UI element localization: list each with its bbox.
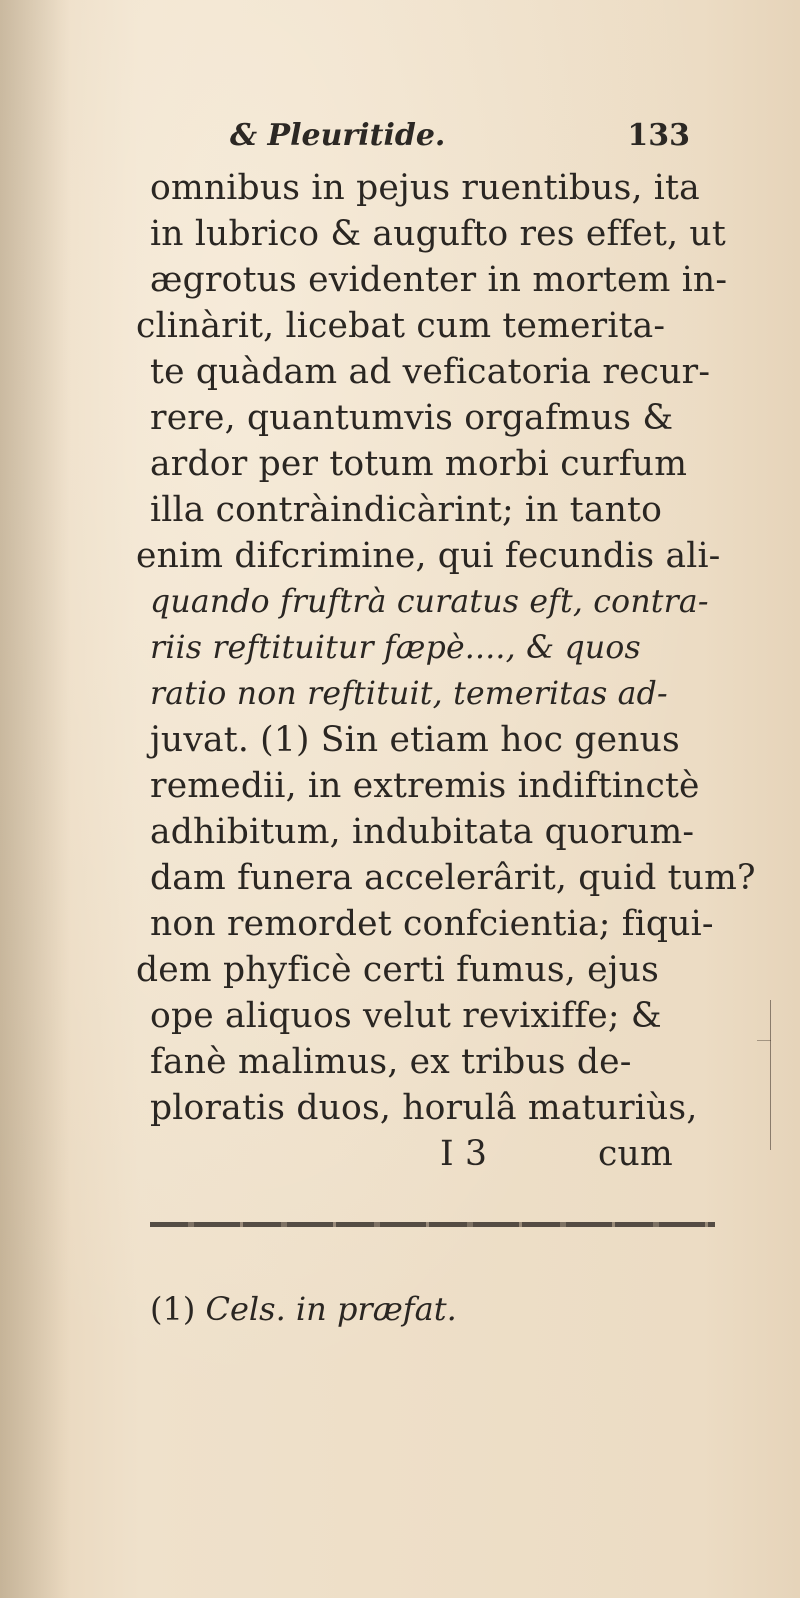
text-line: dem phyficè certi fumus, ejus (136, 950, 659, 990)
page-header (230, 118, 690, 158)
text-line: dam funera accelerârit, quid tum? (150, 858, 756, 898)
body-text (136, 165, 756, 1177)
text-line: non remordet confcientia; fiqui- (150, 904, 714, 944)
margin-bleed-through (770, 1000, 777, 1150)
footnote-rule (150, 1222, 715, 1227)
text-line: ploratis duos, horulâ maturiùs, (150, 1088, 698, 1128)
text-line: ægrotus evidenter in mortem in- (150, 260, 728, 300)
text-line: rere, quantumvis orgafmus & (150, 398, 674, 438)
text-line: fanè malimus, ex tribus de- (150, 1042, 632, 1082)
text-line: clinàrit, licebat cum temerita- (136, 306, 666, 346)
gutter-shadow (0, 0, 70, 1598)
signature-mark: I 3 (440, 1134, 488, 1174)
text-line: adhibitum, indubitata quorum- (150, 812, 695, 852)
text-line: illa contràindicàrint; in tanto (150, 490, 663, 530)
footnote-text: Cels. in præfat. (205, 1290, 457, 1328)
text-line: juvat. (1) Sin etiam hoc genus (150, 720, 680, 760)
footnote (150, 1290, 457, 1328)
text-line: in lubrico & augufto res effet, ut (150, 214, 726, 254)
catchword: cum (598, 1134, 673, 1174)
text-line: ardor per totum morbi curfum (150, 444, 688, 484)
text-line: enim difcrimine, qui fecundis ali- (136, 536, 721, 576)
text-line: riis reftituitur fæpè...., & quos (150, 630, 641, 666)
text-line: remedii, in extremis indiftinctè (150, 766, 700, 806)
text-line: omnibus in pejus ruentibus, ita (150, 168, 700, 208)
text-line: te quàdam ad veficatoria recur- (150, 352, 711, 392)
running-head: & Pleuritide. (230, 118, 446, 153)
catchword-line (150, 1131, 710, 1177)
footnote-marker: (1) (150, 1290, 206, 1328)
text-line: ratio non reftituit, temeritas ad- (150, 676, 668, 712)
text-line: ope aliquos velut revixiffe; & (150, 996, 662, 1036)
text-line: quando fruftrà curatus eft, contra- (150, 584, 709, 620)
page-number: 133 (627, 118, 690, 153)
